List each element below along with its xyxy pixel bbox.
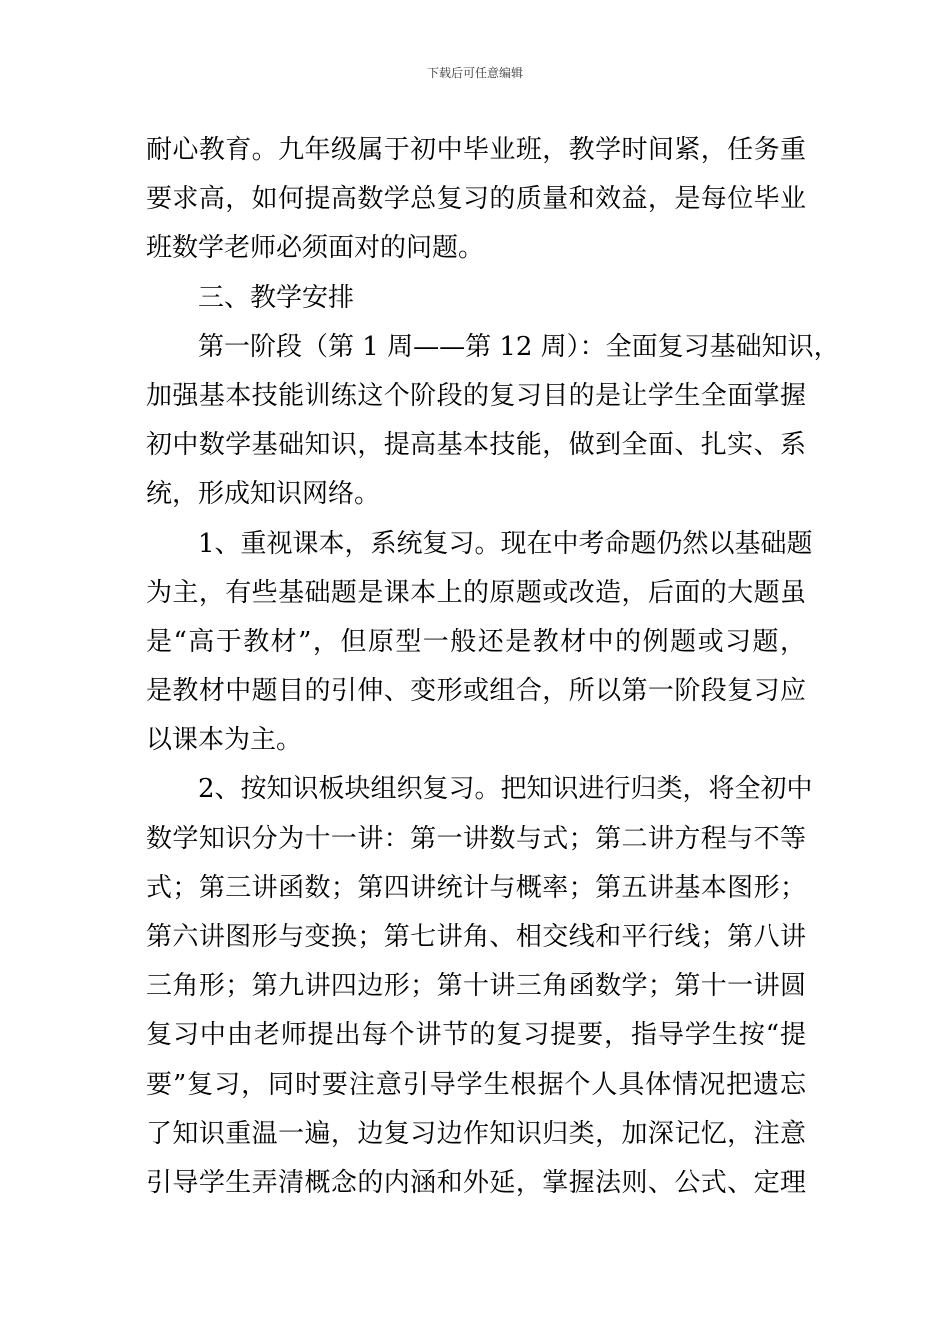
- text-line: 是“高于教材”，但原型一般还是教材中的例题或习题，: [146, 626, 806, 657]
- text-line: 第一阶段（第 1 周——第 12 周）：全面复习基础知识，: [198, 331, 840, 362]
- text-line: 式；第三讲函数；第四讲统计与概率；第五讲基本图形；: [146, 872, 806, 903]
- text-line: 为主，有些基础题是课本上的原题或改造，后面的大题虽: [146, 577, 806, 608]
- text-line: 班数学老师必须面对的问题。: [146, 233, 485, 264]
- text-line: 初中数学基础知识，提高基本技能，做到全面、扎实、系: [146, 430, 806, 461]
- text-line: 2、按知识板块组织复习。把知识进行归类，将全初中: [198, 774, 813, 805]
- text-line: 了知识重温一遍，边复习边作知识归类，加深记忆，注意: [146, 1118, 806, 1149]
- paragraph-stage-one: [146, 323, 840, 520]
- text-line: 要求高，如何提高数学总复习的质量和效益，是每位毕业: [146, 184, 806, 215]
- text-line: 数学知识分为十一讲：第一讲数与式；第二讲方程与不等: [146, 823, 806, 854]
- text-line: 统，形成知识网络。: [146, 479, 381, 510]
- text-line: 耐心教育。九年级属于初中毕业班，教学时间紧，任务重: [146, 135, 806, 165]
- text-line: 以课本为主。: [146, 725, 303, 756]
- text-line: 是教材中题目的引伸、变形或组合，所以第一阶段复习应: [146, 676, 806, 707]
- paragraph-point-one: [146, 520, 813, 766]
- text-line: 第六讲图形与变换；第七讲角、相交线和平行线；第八讲: [146, 922, 806, 952]
- paragraph-point-two: [146, 765, 813, 1208]
- section-heading-teaching-arrangement: [146, 274, 806, 323]
- text-line: 引导学生弄清概念的内涵和外延，掌握法则、公式、定理: [146, 1167, 806, 1198]
- document-body: [146, 126, 840, 1208]
- paragraph-continued-intro: [146, 126, 806, 274]
- text-line: 1、重视课本，系统复习。现在中考命题仍然以基础题: [198, 528, 813, 559]
- page-header: 下载后可任意编辑: [426, 66, 523, 80]
- text-line: 要”复习，同时要注意引导学生根据个人具体情况把遗忘: [146, 1069, 806, 1100]
- text-line: 复习中由老师提出每个讲节的复习提要，指导学生按“提: [146, 1020, 806, 1051]
- section-heading: 三、教学安排: [198, 282, 355, 313]
- text-line: 三角形；第九讲四边形；第十讲三角函数学；第十一讲圆: [146, 971, 806, 1002]
- text-line: 加强基本技能训练这个阶段的复习目的是让学生全面掌握: [146, 380, 806, 411]
